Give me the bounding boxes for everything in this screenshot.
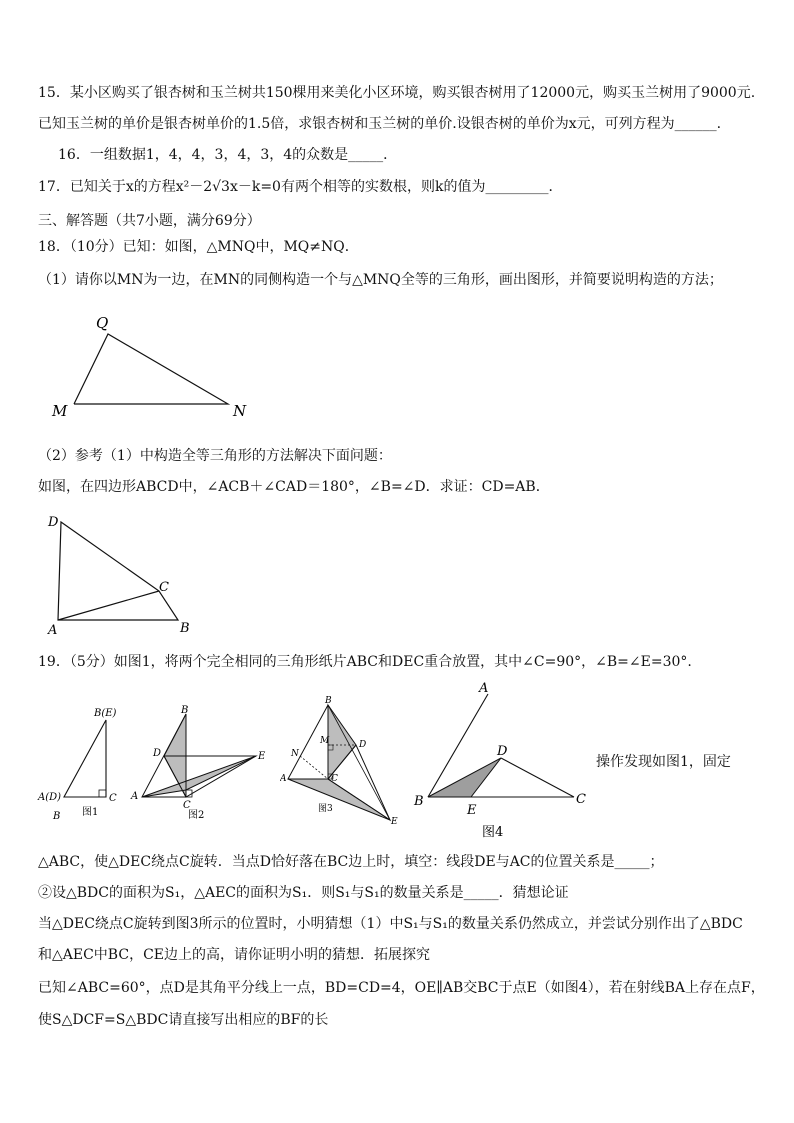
q18-part2b: 如图，在四边形ABCD中，∠ACB＋∠CAD＝180°，∠B=∠D．求证：CD=AB．: [38, 479, 550, 495]
q19-line6: 使S△DCF=S△BDC请直接写出相应的BF的长: [38, 1012, 329, 1028]
fig2-label-d: D: [153, 748, 162, 759]
label-n: N: [233, 402, 247, 420]
fig3-caption: 图3: [318, 804, 333, 814]
label-c: C: [159, 580, 169, 595]
q19-line4: 和△AEC中BC，CE边上的高，请你证明小明的猜想．拓展探究: [38, 947, 430, 963]
triangle-mnq-figure: [40, 308, 260, 423]
fig4-label-b: B: [414, 794, 424, 809]
fig1-caption: 图1: [82, 807, 99, 818]
fig2-label-e: E: [258, 751, 266, 762]
fig2-shaded-aec: [142, 756, 256, 797]
fig1-label-ad: A(D): [38, 792, 62, 803]
fig1-label-c: C: [109, 793, 117, 804]
fig1-right-angle: [99, 790, 106, 797]
section3-title: 三、解答题（共7小题，满分69分）: [38, 213, 261, 229]
q15-line1: 15．某小区购买了银杏树和玉兰树共150棵用来美化小区环境，购买银杏树用了12000元，购买玉兰树用了9000元.: [38, 85, 756, 101]
q19-side-text: 操作发现如图1，固定: [596, 754, 731, 770]
figure-2: [126, 700, 276, 825]
fig4-label-a: A: [479, 681, 489, 696]
fig4-label-d: D: [497, 744, 508, 759]
q18-part1: （1）请你以MN为一边，在MN的同侧构造一个与△MNQ全等的三角形，画出图形，并简要说明构造的方法；: [38, 272, 723, 288]
q19-line1: △ABC，使△DEC绕点C旋转．当点D恰好落在BC边上时，填空：线段DE与AC的位置关系是_____；: [38, 854, 664, 870]
q19-head: 19．（5分）如图1，将两个完全相同的三角形纸片ABC和DEC重合放置，其中∠C=90°，∠B=∠E=30°.: [38, 654, 692, 670]
fig3-shaded-bdc: [328, 705, 356, 779]
label-q: Q: [96, 314, 109, 332]
fig3-height-an: [300, 756, 328, 779]
label-d: D: [48, 515, 59, 530]
quadrilateral-abcd-figure: [40, 508, 210, 638]
fig1-triangle: [64, 720, 106, 797]
fig4-line-dc: [501, 758, 574, 797]
fig1-label-be: B(E): [94, 708, 117, 719]
fig1-label-b: B: [53, 811, 61, 822]
label-m: M: [52, 402, 68, 420]
fig3-label-b: B: [325, 696, 332, 706]
q19-line2: ②设△BDC的面积为S₁，△AEC的面积为S₁．则S₁与S₁的数量关系是_____．猜想论证: [38, 885, 569, 901]
fig3-label-n: N: [291, 749, 299, 759]
figure-3: [280, 693, 410, 828]
fig3-label-a: A: [280, 774, 287, 784]
fig2-label-c: C: [183, 800, 191, 811]
figure-4: [408, 678, 598, 844]
diagonal-ac: [58, 591, 159, 620]
triangle-mnq: [74, 334, 228, 404]
fig2-label-a: A: [131, 791, 139, 802]
fig3-label-m: M: [320, 736, 330, 746]
q17-text: 17．已知关于x的方程x²－2√3x－k=0有两个相等的实数根，则k的值为_________．: [38, 179, 563, 195]
fig4-label-c: C: [576, 792, 586, 807]
label-b: B: [180, 621, 190, 636]
q18-head: 18．（10分）已知：如图，△MNQ中，MQ≠NQ．: [38, 239, 359, 255]
q15-line2: 已知玉兰树的单价是银杏树单价的1.5倍，求银杏树和玉兰树的单价.设银杏树的单价为x元，可列方程为______.: [38, 116, 722, 132]
fig3-label-e: E: [391, 817, 398, 827]
fig4-caption: 图4: [482, 825, 504, 840]
q19-line5: 已知∠ABC=60°，点D是其角平分线上一点，BD=CD=4，OE∥AB交BC于点E（如图4），若在射线BA上存在点F，: [38, 980, 765, 996]
fig3-label-c: C: [331, 774, 338, 784]
fig4-label-e: E: [467, 803, 477, 818]
q16-text: 16．一组数据1，4，4，3，4，3，4的众数是_____．: [58, 147, 398, 163]
fig2-caption: 图2: [188, 810, 205, 821]
fig2-label-b: B: [181, 705, 189, 716]
fig3-label-d: D: [359, 740, 367, 750]
q18-part2: （2）参考（1）中构造全等三角形的方法解决下面问题：: [38, 448, 392, 464]
quadrilateral-abcd: [58, 522, 178, 620]
figure-1: [36, 700, 139, 825]
label-a: A: [48, 623, 58, 638]
q19-line3: 当△DEC绕点C旋转到图3所示的位置时，小明猜想（1）中S₁与S₁的数量关系仍然成立，并尝试分别作出了△BDC: [38, 916, 743, 932]
